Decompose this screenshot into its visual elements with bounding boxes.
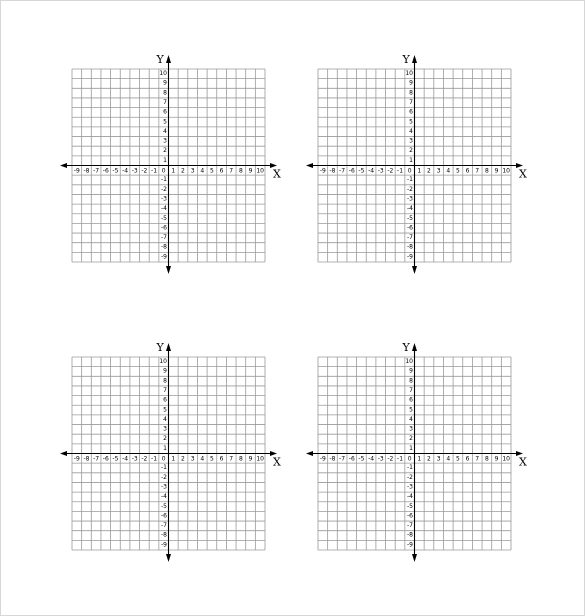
- x-tick-label: -1: [151, 455, 158, 463]
- y-axis-up-arrow-icon: [166, 343, 171, 351]
- y-tick-label: 6: [409, 108, 413, 116]
- x-tick-label: 7: [229, 455, 234, 463]
- y-tick-label: -1: [407, 176, 413, 184]
- x-tick-label: 4: [200, 167, 205, 175]
- x-tick-label: 4: [446, 455, 451, 463]
- x-tick-label: -8: [83, 167, 90, 175]
- x-tick-label: 3: [436, 455, 441, 463]
- y-tick-label: -9: [161, 253, 167, 261]
- y-tick-label: 6: [409, 396, 413, 404]
- x-tick-label: 7: [475, 167, 480, 175]
- x-tick-label: 0: [161, 167, 166, 175]
- y-tick-label: -5: [161, 214, 167, 222]
- y-axis-label: Y: [402, 53, 410, 66]
- x-tick-label: 6: [219, 455, 224, 463]
- y-tick-label: 8: [409, 377, 413, 385]
- x-tick-label: -5: [112, 455, 119, 463]
- y-tick-label: -1: [161, 464, 167, 472]
- y-axis-label: Y: [156, 53, 164, 66]
- graph-bottom-left: [56, 341, 286, 571]
- x-tick-label: -7: [93, 167, 100, 175]
- x-tick-label: 9: [248, 167, 253, 175]
- x-axis-left-arrow-icon: [60, 163, 67, 168]
- y-tick-label: -8: [407, 243, 413, 251]
- y-tick-label: -9: [407, 253, 413, 261]
- y-tick-label: 2: [409, 147, 413, 155]
- y-axis-up-arrow-icon: [166, 55, 171, 63]
- x-tick-label: -7: [339, 455, 346, 463]
- y-tick-label: 7: [163, 386, 167, 394]
- x-tick-label: 2: [427, 455, 431, 463]
- y-tick-label: -2: [407, 473, 413, 481]
- x-tick-label: -4: [368, 167, 375, 175]
- y-tick-label: 6: [163, 108, 167, 116]
- x-axis-label: X: [273, 455, 281, 469]
- x-tick-label: 0: [407, 167, 412, 175]
- y-tick-label: -7: [161, 522, 167, 530]
- x-tick-label: -2: [387, 167, 394, 175]
- y-tick-label: 4: [163, 415, 167, 423]
- x-tick-label: 5: [456, 455, 460, 463]
- x-tick-label: 8: [484, 455, 489, 463]
- x-tick-label: -2: [387, 455, 394, 463]
- x-tick-label: 0: [161, 455, 166, 463]
- y-tick-label: 4: [163, 127, 167, 135]
- y-tick-label: 3: [409, 425, 413, 433]
- y-tick-label: -6: [407, 224, 413, 232]
- x-tick-label: -8: [329, 167, 336, 175]
- y-tick-label: -2: [161, 473, 167, 481]
- y-tick-label: -9: [407, 541, 413, 549]
- x-tick-label: -1: [397, 455, 404, 463]
- y-tick-label: -4: [407, 205, 413, 213]
- x-tick-label: 2: [181, 167, 185, 175]
- y-tick-label: 2: [163, 147, 167, 155]
- x-tick-label: -4: [122, 455, 129, 463]
- y-tick-label: 10: [159, 70, 167, 77]
- y-tick-label: -6: [407, 512, 413, 520]
- y-tick-label: -5: [407, 502, 413, 510]
- x-axis-label: X: [519, 167, 527, 181]
- x-tick-label: 0: [407, 455, 412, 463]
- x-tick-label: -9: [319, 455, 326, 463]
- y-tick-label: 8: [163, 89, 167, 97]
- y-tick-label: -6: [161, 224, 167, 232]
- x-tick-label: 7: [475, 455, 480, 463]
- x-tick-label: 9: [494, 455, 499, 463]
- x-tick-label: 8: [484, 167, 489, 175]
- y-tick-label: -1: [407, 464, 413, 472]
- x-tick-label: -8: [83, 455, 90, 463]
- y-tick-label: 5: [409, 406, 413, 414]
- y-tick-label: 7: [163, 98, 167, 106]
- y-tick-label: -8: [161, 243, 167, 251]
- x-tick-label: -2: [141, 167, 148, 175]
- y-tick-label: 3: [409, 137, 413, 145]
- x-tick-label: 8: [238, 167, 243, 175]
- y-tick-label: 10: [159, 358, 167, 365]
- x-tick-label: 2: [427, 167, 431, 175]
- y-axis-down-arrow-icon: [412, 554, 417, 562]
- y-axis-down-arrow-icon: [166, 554, 171, 562]
- y-tick-label: -8: [161, 531, 167, 539]
- y-tick-label: 4: [409, 127, 413, 135]
- x-tick-label: -1: [397, 167, 404, 175]
- x-tick-label: 7: [229, 167, 234, 175]
- x-tick-label: 1: [417, 167, 422, 175]
- y-tick-label: 9: [409, 79, 413, 87]
- x-tick-label: -2: [141, 455, 148, 463]
- x-axis-left-arrow-icon: [306, 163, 313, 168]
- y-tick-label: -7: [407, 234, 413, 242]
- x-axis-left-arrow-icon: [60, 451, 67, 456]
- x-tick-label: 5: [210, 455, 214, 463]
- y-axis-up-arrow-icon: [412, 55, 417, 63]
- y-tick-label: -4: [407, 493, 413, 501]
- x-tick-label: -7: [93, 455, 100, 463]
- y-tick-label: 5: [163, 406, 167, 414]
- x-tick-label: -8: [329, 455, 336, 463]
- y-tick-label: 9: [409, 367, 413, 375]
- y-tick-label: -6: [161, 512, 167, 520]
- y-tick-label: 2: [409, 435, 413, 443]
- graph-top-left: [56, 53, 286, 283]
- x-axis-label: X: [273, 167, 281, 181]
- x-tick-label: -6: [102, 455, 109, 463]
- x-tick-label: 3: [436, 167, 441, 175]
- y-tick-label: -4: [161, 205, 167, 213]
- y-tick-label: -2: [161, 185, 167, 193]
- x-tick-label: 6: [219, 167, 224, 175]
- x-tick-label: -5: [358, 167, 365, 175]
- x-tick-label: 3: [190, 455, 195, 463]
- x-tick-label: 4: [446, 167, 451, 175]
- x-tick-label: 5: [210, 167, 214, 175]
- x-tick-label: 1: [171, 167, 176, 175]
- y-tick-label: 10: [405, 358, 413, 365]
- y-tick-label: 1: [163, 156, 167, 164]
- y-axis-label: Y: [156, 341, 164, 354]
- y-tick-label: -4: [161, 493, 167, 501]
- y-axis-up-arrow-icon: [412, 343, 417, 351]
- y-tick-label: 8: [163, 377, 167, 385]
- y-tick-label: 1: [409, 156, 413, 164]
- y-tick-label: -2: [407, 185, 413, 193]
- y-tick-label: 10: [405, 70, 413, 77]
- x-tick-label: 10: [256, 455, 264, 463]
- y-tick-label: -8: [407, 531, 413, 539]
- y-tick-label: 9: [163, 367, 167, 375]
- y-tick-label: -3: [407, 195, 413, 203]
- x-tick-label: -4: [122, 167, 129, 175]
- y-tick-label: 4: [409, 415, 413, 423]
- y-tick-label: 3: [163, 137, 167, 145]
- y-tick-label: 3: [163, 425, 167, 433]
- y-tick-label: -3: [407, 483, 413, 491]
- x-tick-label: -6: [348, 455, 355, 463]
- x-tick-label: -3: [377, 455, 384, 463]
- x-tick-label: -5: [358, 455, 365, 463]
- y-tick-label: -3: [161, 195, 167, 203]
- x-tick-label: 9: [248, 455, 253, 463]
- y-tick-label: 8: [409, 89, 413, 97]
- y-tick-label: 5: [409, 118, 413, 126]
- x-tick-label: 8: [238, 455, 243, 463]
- x-tick-label: 10: [502, 167, 510, 175]
- y-tick-label: 2: [163, 435, 167, 443]
- x-tick-label: -1: [151, 167, 158, 175]
- x-tick-label: -9: [319, 167, 326, 175]
- x-tick-label: 5: [456, 167, 460, 175]
- y-tick-label: 7: [409, 98, 413, 106]
- x-tick-label: -9: [73, 455, 80, 463]
- y-tick-label: -5: [407, 214, 413, 222]
- x-tick-label: -3: [131, 455, 138, 463]
- x-tick-label: 1: [417, 455, 422, 463]
- x-tick-label: 1: [171, 455, 176, 463]
- y-tick-label: 7: [409, 386, 413, 394]
- y-tick-label: 9: [163, 79, 167, 87]
- x-tick-label: 10: [256, 167, 264, 175]
- x-tick-label: 6: [465, 167, 470, 175]
- x-axis-label: X: [519, 455, 527, 469]
- x-tick-label: -6: [102, 167, 109, 175]
- y-tick-label: -3: [161, 483, 167, 491]
- x-tick-label: -7: [339, 167, 346, 175]
- graph-bottom-right: [302, 341, 532, 571]
- x-tick-label: -9: [73, 167, 80, 175]
- x-tick-label: 3: [190, 167, 195, 175]
- x-tick-label: 9: [494, 167, 499, 175]
- y-tick-label: 6: [163, 396, 167, 404]
- y-axis-label: Y: [402, 341, 410, 354]
- x-axis-left-arrow-icon: [306, 451, 313, 456]
- y-tick-label: -7: [407, 522, 413, 530]
- graph-top-right: [302, 53, 532, 283]
- y-tick-label: -5: [161, 502, 167, 510]
- y-axis-down-arrow-icon: [412, 266, 417, 274]
- x-tick-label: -6: [348, 167, 355, 175]
- x-tick-label: 6: [465, 455, 470, 463]
- x-tick-label: 4: [200, 455, 205, 463]
- x-tick-label: -5: [112, 167, 119, 175]
- x-tick-label: -3: [377, 167, 384, 175]
- x-tick-label: -3: [131, 167, 138, 175]
- x-tick-label: 10: [502, 455, 510, 463]
- y-tick-label: -7: [161, 234, 167, 242]
- y-tick-label: 5: [163, 118, 167, 126]
- x-tick-label: 2: [181, 455, 185, 463]
- y-tick-label: -9: [161, 541, 167, 549]
- y-tick-label: 1: [409, 444, 413, 452]
- y-tick-label: -1: [161, 176, 167, 184]
- x-tick-label: -4: [368, 455, 375, 463]
- y-tick-label: 1: [163, 444, 167, 452]
- y-axis-down-arrow-icon: [166, 266, 171, 274]
